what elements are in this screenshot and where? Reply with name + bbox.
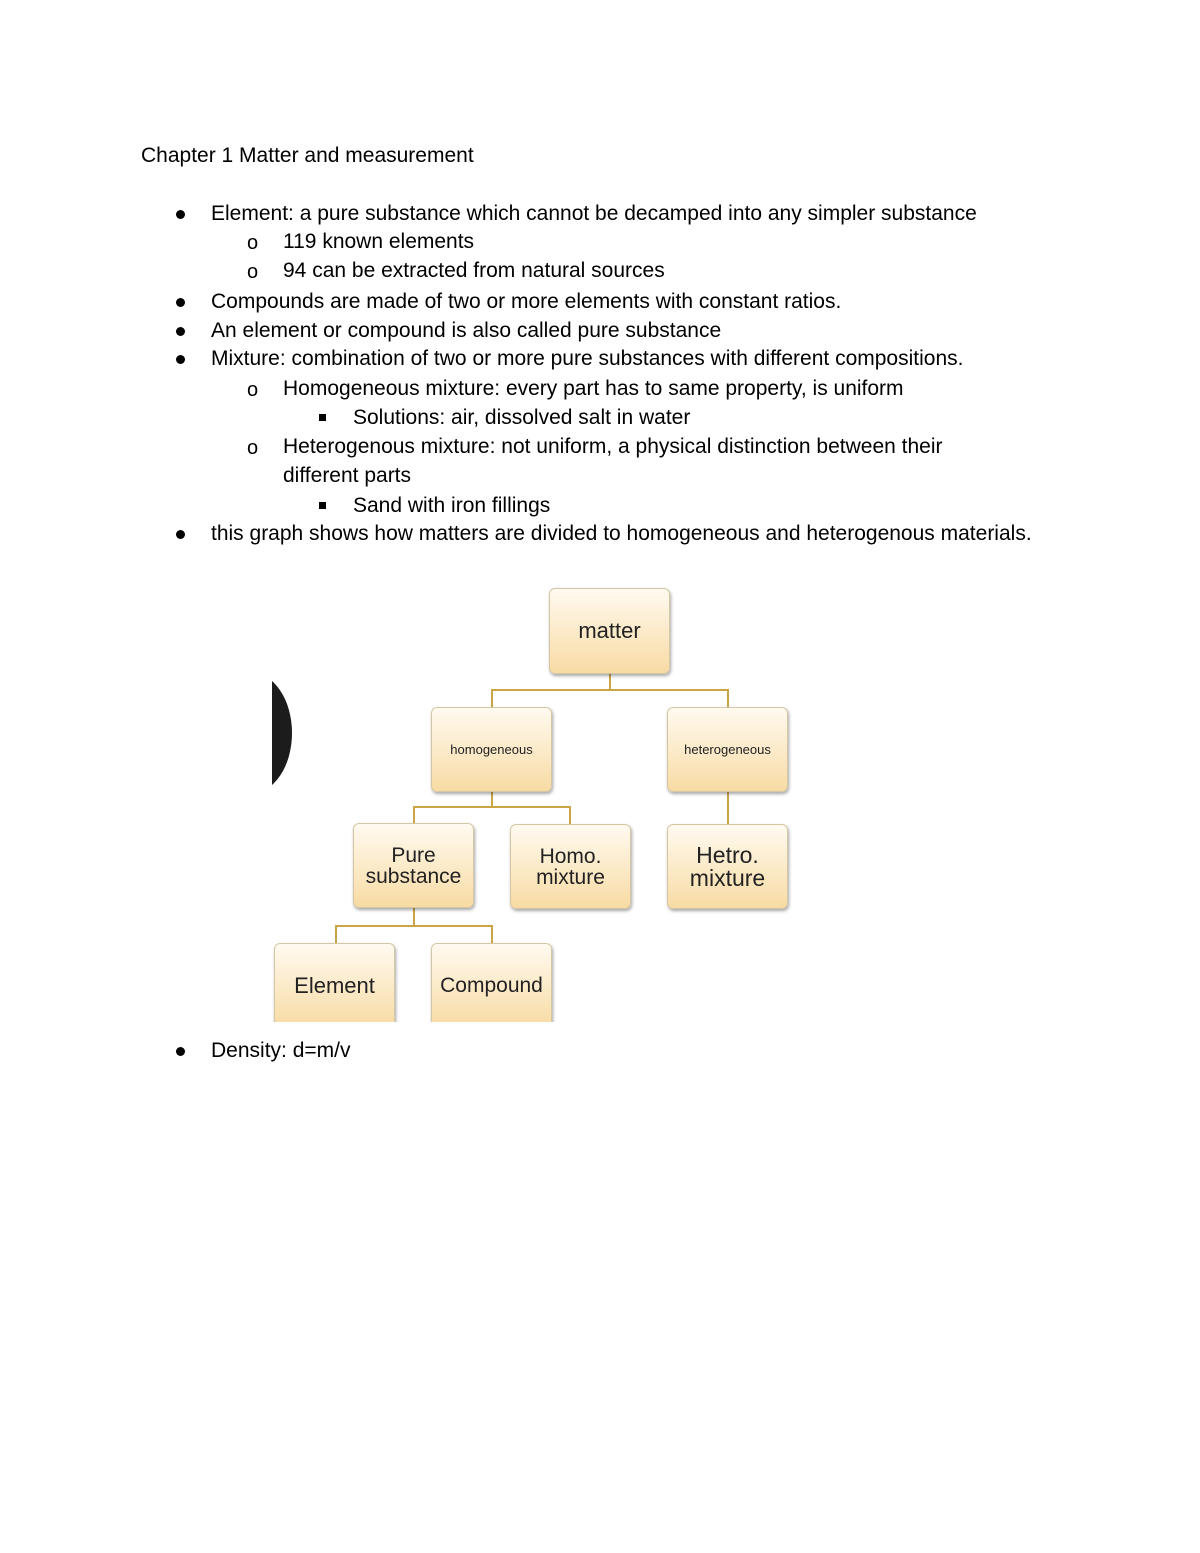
node-label: Hetro.	[696, 841, 759, 868]
bullet-dot	[176, 327, 185, 336]
node-label: matter	[578, 618, 641, 643]
node-homogeneous	[431, 707, 552, 792]
natural-sources: 94 can be extracted from natural sources	[283, 259, 665, 282]
node-label: mixture	[689, 864, 766, 891]
sub-bullet-circle: o	[247, 261, 259, 283]
node-label: Pure	[391, 843, 436, 867]
graph-note: this graph shows how matters are divided to homogeneous and heterogenous materials.	[211, 522, 1032, 545]
bullet-dot	[176, 355, 185, 364]
connector	[727, 689, 729, 708]
connector	[491, 689, 729, 691]
solutions-text: Solutions: air, dissolved salt in water	[353, 406, 691, 429]
connector	[569, 806, 571, 825]
page-title: Chapter 1 Matter and measurement	[141, 144, 474, 167]
node-hetro-mixture	[667, 824, 788, 909]
node-homo-mixture	[510, 824, 631, 909]
node-label: heterogeneous	[684, 742, 771, 757]
heterogenous-text: Heterogenous mixture: not uniform, a physical distinction between their	[283, 435, 943, 458]
connector	[335, 925, 337, 944]
sand-text: Sand with iron fillings	[353, 494, 551, 517]
element-definition: Element: a pure substance which cannot be decamped into any simpler substance	[211, 202, 977, 225]
node-heterogeneous	[667, 707, 788, 792]
connector	[335, 925, 493, 927]
sub-bullet-circle: o	[247, 379, 259, 401]
sub-sub-bullet-square	[319, 502, 326, 509]
node-label: Element	[294, 972, 375, 998]
node-label: homogeneous	[450, 742, 533, 757]
pure-substance-text: An element or compound is also called pure substance	[211, 319, 722, 342]
bullet-dot	[176, 298, 185, 307]
node-element	[274, 943, 395, 1022]
bullet-dot	[176, 210, 185, 219]
node-label: substance	[365, 864, 462, 888]
node-compound	[431, 943, 552, 1022]
compounds-text: Compounds are made of two or more elements with constant ratios.	[211, 290, 842, 313]
node-label: mixture	[536, 865, 605, 889]
heterogenous-text-cont: different parts	[283, 464, 412, 487]
sub-sub-bullet-square	[319, 414, 326, 421]
bullet-dot	[176, 1047, 185, 1056]
sub-bullet-circle: o	[247, 232, 259, 254]
sub-bullet-circle: o	[247, 437, 259, 459]
dark-shape	[272, 673, 292, 793]
homogeneous-text: Homogeneous mixture: every part has to same property, is uniform	[283, 377, 904, 400]
bullet-dot	[176, 530, 185, 539]
connector	[491, 925, 493, 944]
connector	[413, 806, 571, 808]
connector	[609, 673, 611, 690]
connector	[727, 791, 729, 825]
node-label: Homo.	[539, 844, 602, 868]
node-label: Compound	[440, 974, 543, 997]
connector	[413, 907, 415, 926]
connector	[491, 689, 493, 708]
density-text: Density: d=m/v	[211, 1039, 351, 1062]
mixture-text: Mixture: combination of two or more pure substances with different compositions.	[211, 347, 964, 370]
node-pure-substance	[353, 823, 474, 908]
known-elements: 119 known elements	[283, 230, 475, 253]
matter-classification-diagram	[272, 585, 802, 1022]
node-matter	[549, 588, 670, 674]
